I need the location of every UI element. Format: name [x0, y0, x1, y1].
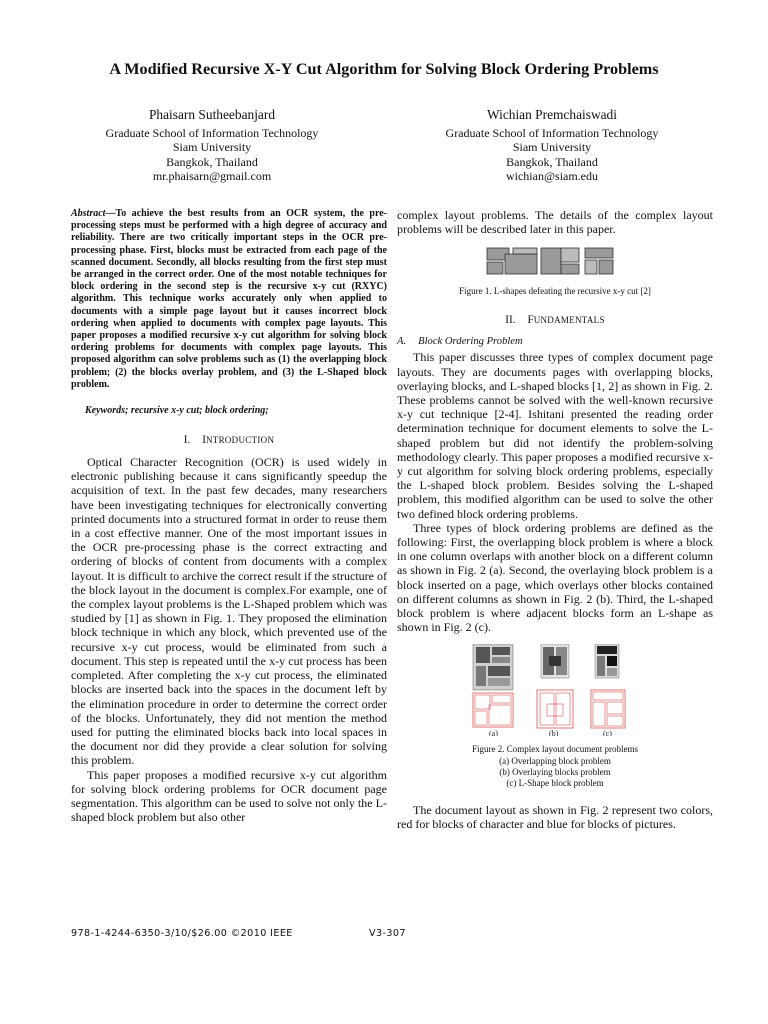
left-column [71, 208, 387, 824]
section-title-rest: UNDAMENTALS [533, 315, 605, 326]
fundamentals-paragraph-1: This paper discusses three types of complex document page layouts. They are documents pages with overlapping blocks, overlaying blocks, and L-shaped blocks [1, 2] as shown in Fig. 2. These problems cannot be solved with the well-known recursive x-y cut technique [2-4]. Ishitani presented the reading order determination technique for document elements to solve the L-shaped problem but did not identify the problem-solving methodology clearly. This paper proposes a modified recursive x-y cut algorithm for solving block ordering problems, especially the L-shaped block problem. Besides solving the L-shaped problem, this modified algorithm can be used to solve the other two defined block ordering problems. [397, 350, 713, 521]
author-email: wichian@siam.edu [505, 169, 599, 183]
intro-paragraph-2: This paper proposes a modified recursive x-y cut algorithm for solving block ordering problems for OCR document page segmentation. This algorithm can be used to solve not only the L-shaped block problem but also other [71, 767, 387, 825]
figure-2b-document [537, 644, 573, 728]
intro-paragraph-1: Optical Character Recognition (OCR) is used widely in electronic publishing because it cans significantly speedup the acquisition of text. In the past few decades, many researchers have been investigating techniques for electronically converting printed documents into a structured format in order to reuse them in a cost effective manner. One of the most important issues in the OCR pre-processing phase is the correct extracting and ordering of blocks of content from documents with a complex layout. It is difficult to archive the correct result if the structure of the block layout in the document is complex.For example, one of the complex layout problems is the L-Shaped problem which was studied by [1] as shown in Fig. 1. They proposed the elimination block technique in which any block, which prevented use of the recursive x-y cut process, would be eliminated from such a document. This step is repeated until the x-y cut process has been completed. After completing the x-y cut process, the eliminated blocks are inserted back into the spaces in the document left by the elimination procedure in order to determine the correct order of the blocks. Unfortunately, they did not mention the method used for putting the eliminated blocks back into local spaces in the document nor did they provide a clear solution for solving this problem. [71, 455, 388, 768]
figure-2-caption-title: Figure 2. Complex layout document problems [472, 744, 638, 755]
figure-1-l-shapes-image [397, 246, 713, 276]
author-block-1 [62, 108, 362, 184]
figure-2a-document [473, 644, 513, 727]
section-number: II. [505, 314, 516, 327]
section-title-initial: F [527, 314, 534, 327]
author-university: Siam University [172, 140, 252, 154]
section-heading-fundamentals [397, 313, 713, 327]
paper-title: A Modified Recursive X-Y Cut Algorithm for Solving Block Ordering Problems [109, 60, 659, 78]
right-column [397, 208, 713, 832]
author-email: mr.phaisarn@gmail.com [152, 169, 272, 183]
figure-2 [397, 644, 713, 736]
figure-1 [397, 246, 713, 276]
figure-2-label-b: (b) [549, 729, 559, 737]
figure-2-label-a: (a) [489, 729, 498, 737]
author-affiliation: Graduate School of Information Technology [105, 125, 319, 140]
figure-2c-document [591, 644, 625, 728]
keywords: Keywords; recursive x-y cut; block ordering; [85, 405, 269, 417]
author-affiliation: Graduate School of Information Technology [445, 125, 659, 140]
figure-2-caption-a: (a) Overlapping block problem [499, 755, 611, 766]
subsection-heading [397, 335, 713, 348]
section-title-rest: NTRODUCTION [205, 435, 275, 446]
continued-paragraph: complex layout problems. The details of the complex layout problems will be described later in this paper. [397, 208, 713, 237]
abstract-label: Abstract [71, 208, 106, 219]
figure-2-caption [397, 744, 713, 789]
author-name: Phaisarn Sutheebanjard [148, 107, 276, 122]
abstract-text: —To achieve the best results from an OCR system, the pre-processing steps must be performed with a high degree of accuracy and reliability. There are two critically important steps in the OCR pre-processing phase. First, blocks must be extracted from each page of the scanned document. Secondly, all blocks resulting from the first step must be arranged in the correct order. One of the most notable techniques for block ordering in the second step is the recursive x-y cut (RXYC) algorithm. This technique works accurately only when applied to documents with a simple page layout but it causes incorrect block ordering when applied to documents with complex page layouts. This paper proposes a modified recursive x-y cut algorithm for solving block ordering problems for documents with complex page layouts. This proposed algorithm can solve problems such as (1) the overlapping block problem; (2) the blocks overlay problem, and (3) the L-Shaped block problem. [71, 208, 387, 390]
section-heading-introduction [71, 433, 387, 447]
abstract [71, 208, 387, 391]
author-name: Wichian Premchaiswadi [487, 107, 617, 122]
footer-copyright: 978-1-4244-6350-3/10/$26.00 ©2010 IEEE [71, 928, 293, 939]
fundamentals-paragraph-2: Three types of block ordering problems are defined as the following: First, the overlapping block problem is where a block in one column overlaps with another block on a different column as shown in Fig. 2 (a). Second, the overlaying block problem is a block inserted on a page, which overlays other blocks contained on different columns as shown in Fig. 2 (b). Third, the L-shaped block problem is where adjacent blocks form an L-shape as shown in Fig. 2 (c). [397, 520, 713, 635]
figure-1-caption: Figure 1. L-shapes defeating the recursive x-y cut [2] [459, 286, 651, 297]
section-title-initial: I [202, 434, 206, 447]
footer-page-number: V3-307 [369, 928, 406, 939]
fundamentals-paragraph-3: The document layout as shown in Fig. 2 represent two colors, red for blocks of character and blue for blocks of pictures. [397, 803, 713, 832]
subsection-label: A. [397, 336, 407, 348]
section-number: I. [183, 434, 191, 447]
figure-2-caption-c: (c) L-Shape block problem [506, 778, 604, 789]
author-block-2 [402, 108, 702, 184]
figure-2-label-c: (c) [603, 729, 612, 737]
author-location: Bangkok, Thailand [506, 154, 598, 169]
subsection-title: Block Ordering Problem [418, 336, 523, 348]
figure-2-layout-images [397, 644, 713, 736]
figure-2-caption-b: (b) Overlaying blocks problem [499, 766, 611, 777]
author-location: Bangkok, Thailand [166, 154, 258, 169]
author-university: Siam University [512, 140, 592, 154]
